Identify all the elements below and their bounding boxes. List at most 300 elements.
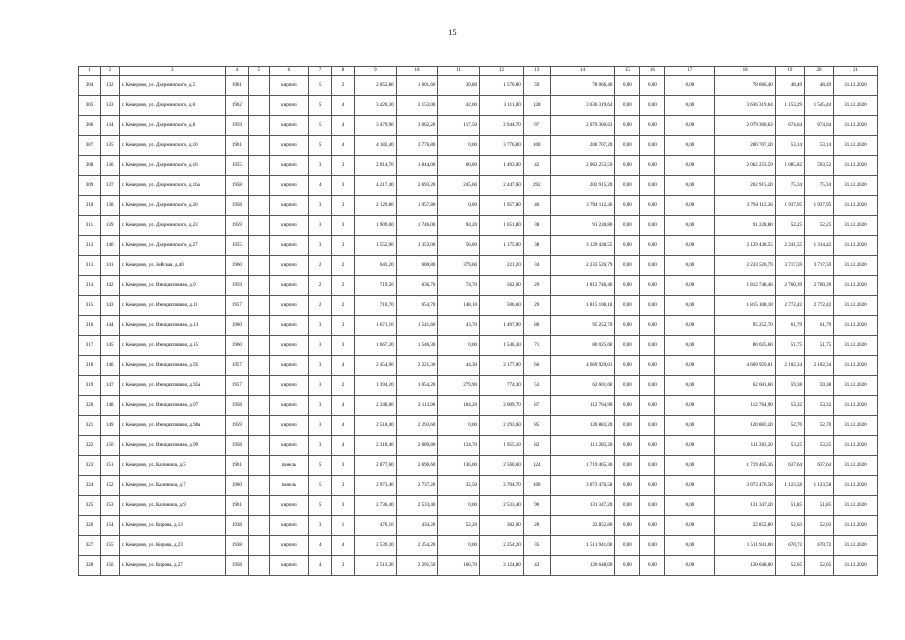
table-cell (248, 176, 269, 196)
table-row (79, 196, 878, 216)
table-cell: 5 (309, 456, 332, 476)
table-cell: 136 (100, 156, 119, 176)
table-cell: 0,00 (615, 256, 640, 276)
table-cell: 1 394,20 (355, 376, 397, 396)
table-cell: 31.12.2020 (834, 336, 878, 356)
table-cell: 202 915,20 (550, 176, 615, 196)
table-cell: 31.12.2020 (834, 156, 878, 176)
table-cell: 3 (332, 456, 355, 476)
table-cell: 1 493,00 (479, 156, 523, 176)
table-cell: 136,00 (438, 456, 480, 476)
table-cell: 149 (100, 416, 119, 436)
table-cell: 4 669 929,01 (550, 356, 615, 376)
table-cell: 31.12.2020 (834, 256, 878, 276)
table-cell (248, 156, 269, 176)
table-cell: 2 944,70 (479, 116, 523, 136)
table-cell: 30,80 (438, 76, 480, 96)
table-cell: 31.12.2020 (834, 516, 878, 536)
table-cell: 2 560,60 (479, 456, 523, 476)
table-cell: 141 (100, 256, 119, 276)
table-cell: 1957 (225, 376, 248, 396)
table-cell: 144 (100, 316, 119, 336)
table-cell: 1 085,82 (775, 156, 804, 176)
column-header: 20 (804, 67, 833, 76)
table-cell: г. Кемерово, ул. Инициативная, д.98а (119, 416, 225, 436)
table-cell: 0,00 (640, 396, 665, 416)
table-cell: 3 (332, 156, 355, 176)
table-cell: 85 (523, 416, 550, 436)
table-cell: 1 570,80 (479, 76, 523, 96)
table-cell: 319 (79, 376, 101, 396)
table-cell: 0,00 (640, 376, 665, 396)
table-cell: 1 123,58 (804, 476, 833, 496)
table-cell: 643,20 (355, 256, 397, 276)
table-cell: 5 (309, 496, 332, 516)
table-cell: 75,34 (775, 176, 804, 196)
table-cell: 29 (523, 276, 550, 296)
table-cell: 1 719 465,36 (715, 456, 775, 476)
table-cell: 31.12.2020 (834, 436, 878, 456)
table-cell: 2 (332, 296, 355, 316)
table-cell: 0,00 (615, 316, 640, 336)
table-cell: 2 696,60 (396, 456, 438, 476)
table-cell: 0,00 (438, 136, 480, 156)
table-cell (248, 456, 269, 476)
table-cell: 59,38 (775, 376, 804, 396)
table-cell: 59,38 (804, 376, 833, 396)
table-cell: 60,00 (438, 156, 480, 176)
table-cell: 31.12.2020 (834, 296, 878, 316)
table-row (79, 336, 878, 356)
table-cell: 3 (309, 376, 332, 396)
table-cell: 0,00 (665, 356, 715, 376)
table-cell: 3 776,80 (479, 136, 523, 156)
table-cell: 31.12.2020 (834, 496, 878, 516)
table-cell: кирпич (269, 216, 309, 236)
column-header: 4 (225, 67, 248, 76)
table-cell: 306 (79, 116, 101, 136)
table-cell: 1961 (225, 496, 248, 516)
table-cell: 2 539,30 (355, 536, 397, 556)
table-cell: 0,00 (615, 136, 640, 156)
table-cell: 134 (100, 116, 119, 136)
table-cell (248, 496, 269, 516)
table-cell: кирпич (269, 116, 309, 136)
table-cell: 3 (309, 196, 332, 216)
table-cell: 31.12.2020 (834, 536, 878, 556)
table-cell: 4 (332, 436, 355, 456)
table-cell: панель (269, 456, 309, 476)
table-cell: 0,00 (615, 116, 640, 136)
table-cell: 52,20 (438, 516, 480, 536)
table-cell: кирпич (269, 196, 309, 216)
table-cell: 670,72 (804, 536, 833, 556)
table-cell (248, 116, 269, 136)
table-cell: 145 (100, 336, 119, 356)
table-cell: 3 (332, 476, 355, 496)
table-cell: 1 746,00 (396, 216, 438, 236)
table-cell: 245,60 (438, 176, 480, 196)
table-cell: 4 (332, 396, 355, 416)
table-cell: 320 (79, 396, 101, 416)
table-cell: 1 353,00 (396, 236, 438, 256)
table-cell: 2 533,40 (396, 496, 438, 516)
table-cell: 2 772,42 (804, 296, 833, 316)
table-cell (248, 136, 269, 156)
table-cell: 0,00 (438, 416, 480, 436)
table-cell: 2 113,90 (396, 396, 438, 416)
table-cell: 22 852,80 (715, 516, 775, 536)
table-cell: 2 704,70 (479, 476, 523, 496)
table-cell: 0,00 (615, 196, 640, 216)
column-header: 8 (332, 67, 355, 76)
table-cell: 318 (79, 356, 101, 376)
table-cell: 97 (523, 116, 550, 136)
table-cell: 148 (100, 396, 119, 416)
page-number: 15 (448, 28, 457, 37)
table-cell: 304 (79, 76, 101, 96)
table-cell: кирпич (269, 276, 309, 296)
table-cell: 1957 (225, 296, 248, 316)
table-cell: 53,14 (804, 136, 833, 156)
table-cell: 0,00 (615, 416, 640, 436)
table-cell: 323 (79, 456, 101, 476)
table-cell: 1 667,20 (355, 336, 397, 356)
table-cell: 132 (100, 76, 119, 96)
table-cell: 674,64 (775, 116, 804, 136)
table-cell: 3 636 319,64 (550, 96, 615, 116)
table-cell: г. Кемерово, ул. Дзержинского, д.20 (119, 196, 225, 216)
table-cell: 51,85 (775, 496, 804, 516)
table-cell: кирпич (269, 356, 309, 376)
table-cell: 117,50 (438, 116, 480, 136)
table-cell: 719,50 (355, 276, 397, 296)
table-row (79, 216, 878, 236)
table-cell: 2 (309, 296, 332, 316)
table-cell: 5 (309, 136, 332, 156)
table-cell: 1961 (225, 456, 248, 476)
table-cell: 38 (523, 236, 550, 256)
table-cell: 29 (523, 296, 550, 316)
table-cell: г. Кемерово, ул. Дзержинского, д.16а (119, 176, 225, 196)
table-cell: 78 066,40 (715, 76, 775, 96)
table-cell: г. Кемерово, ул. Дзержинского, д.23 (119, 216, 225, 236)
table-cell: г. Кемерово, ул. Инициативная, д.97 (119, 396, 225, 416)
table-cell: 1959 (225, 276, 248, 296)
column-header: 19 (775, 67, 804, 76)
table-cell: кирпич (269, 536, 309, 556)
table-cell: 1 909,60 (355, 216, 397, 236)
table-cell: 51,75 (775, 336, 804, 356)
table-cell: 31.12.2020 (834, 236, 878, 256)
table-cell: 120 648,00 (715, 556, 775, 576)
table-cell: 2 (309, 276, 332, 296)
table-row (79, 236, 878, 256)
table-cell: 0,00 (640, 96, 665, 116)
table-cell: 91 228,80 (550, 216, 615, 236)
table-cell: 3 (309, 236, 332, 256)
table-cell: 62 601,60 (715, 376, 775, 396)
table-cell: 61,79 (804, 316, 833, 336)
table-cell: кирпич (269, 96, 309, 116)
table-cell: 636,70 (396, 276, 438, 296)
table-cell: 0,00 (665, 176, 715, 196)
table-cell: 2 760,39 (804, 276, 833, 296)
table-cell: 3 (332, 196, 355, 216)
table-cell: 52,70 (775, 416, 804, 436)
table-cell: 279,90 (438, 376, 480, 396)
table-cell: 3 794 112,36 (550, 196, 615, 216)
table-cell: 2 760,39 (775, 276, 804, 296)
table-cell: 1 314,42 (804, 236, 833, 256)
table-cell: 476,10 (355, 516, 397, 536)
table-cell: 74,70 (438, 276, 480, 296)
table-cell: 3 (332, 236, 355, 256)
table-cell (248, 296, 269, 316)
table-cell: 4 217,40 (355, 176, 397, 196)
table-cell: кирпич (269, 296, 309, 316)
table-cell: кирпич (269, 156, 309, 176)
table-cell: 42,00 (438, 96, 480, 116)
table-cell: 52,63 (775, 516, 804, 536)
table-cell: кирпич (269, 516, 309, 536)
table-cell: 1 497,90 (479, 316, 523, 336)
table-cell (248, 196, 269, 216)
table-cell: 0,00 (665, 216, 715, 236)
table-cell: 3 (332, 176, 355, 196)
table-cell: 2 (332, 276, 355, 296)
table-cell: 53,14 (775, 136, 804, 156)
table-cell: 2 693,20 (396, 176, 438, 196)
table-cell: 0,00 (615, 276, 640, 296)
table-cell: 120 883,20 (550, 416, 615, 436)
header-row (79, 67, 878, 76)
table-cell: 3 (309, 356, 332, 376)
table-cell: 135 (100, 136, 119, 156)
table-cell: 52,70 (804, 416, 833, 436)
table-cell: 100 (523, 136, 550, 156)
table-cell: 2 009,70 (479, 396, 523, 416)
table-cell: 147 (100, 376, 119, 396)
column-header: 3 (119, 67, 225, 76)
table-cell: 52,63 (804, 516, 833, 536)
table-cell: 52,25 (804, 216, 833, 236)
table-cell: г. Кемерово, ул. Инициативная, д.9 (119, 276, 225, 296)
table-cell: 0,00 (665, 376, 715, 396)
table-cell: 0,00 (665, 236, 715, 256)
table-cell: 1958 (225, 176, 248, 196)
table-cell: 48,49 (804, 76, 833, 96)
table-cell: 146 (100, 356, 119, 376)
table-cell: 311 (79, 216, 101, 236)
table-cell: 312 (79, 236, 101, 256)
table-cell: 5 (309, 116, 332, 136)
table-cell: 2 318,40 (355, 436, 397, 456)
table-cell: 0,00 (438, 496, 480, 516)
table-cell: 1938 (225, 516, 248, 536)
table-cell: 3 (309, 396, 332, 416)
table-cell: 1 (332, 516, 355, 536)
table-cell: 61,79 (775, 316, 804, 336)
table-cell (248, 256, 269, 276)
table-cell: 0,00 (438, 196, 480, 216)
table-cell: 0,00 (640, 336, 665, 356)
table-cell: 1 671,10 (355, 316, 397, 336)
table-cell: 2 062 253,59 (550, 156, 615, 176)
table-cell: 31.12.2020 (834, 276, 878, 296)
table-cell: 2 102,34 (775, 356, 804, 376)
table-cell: 0,00 (640, 416, 665, 436)
table-cell: 140 (100, 236, 119, 256)
table-cell: 0,00 (438, 536, 480, 556)
table-cell: 3 153,00 (396, 96, 438, 116)
table-cell: 0,00 (665, 116, 715, 136)
table-cell: 221,20 (479, 256, 523, 276)
table-cell: 2 454,90 (355, 356, 397, 376)
table-cell: 0,00 (615, 336, 640, 356)
table-cell: 1 546,30 (479, 336, 523, 356)
table-cell: 1 054,20 (396, 376, 438, 396)
table-row (79, 96, 878, 116)
table-cell: 1 541,60 (396, 316, 438, 336)
table-cell (248, 556, 269, 576)
table-cell: 1938 (225, 536, 248, 556)
table-cell: 31.12.2020 (834, 216, 878, 236)
table-cell: 710,70 (355, 296, 397, 316)
table-cell: 1 955,10 (479, 436, 523, 456)
table-cell: 379,60 (438, 256, 480, 276)
table-cell: г. Кемерово, ул. Инициативная, д.13 (119, 316, 225, 336)
table-cell: 53,25 (804, 436, 833, 456)
table-cell: 31.12.2020 (834, 96, 878, 116)
table-cell: 111 283,20 (550, 436, 615, 456)
table-cell: 1959 (225, 216, 248, 236)
table-cell: 4 182,40 (355, 136, 397, 156)
table-row (79, 136, 878, 156)
table-cell: 2 447,60 (479, 176, 523, 196)
table-cell: 1 937,95 (804, 196, 833, 216)
table-cell: 0,00 (665, 276, 715, 296)
table-row (79, 476, 878, 496)
table-cell: 153 (100, 496, 119, 516)
table-cell: 2 014,70 (355, 156, 397, 176)
table-cell: 0,00 (640, 116, 665, 136)
table-cell: 100 (523, 476, 550, 496)
table-row (79, 256, 878, 276)
table-cell: 1 937,95 (775, 196, 804, 216)
table-cell: 2 293,60 (479, 416, 523, 436)
table-cell: 34 (523, 256, 550, 276)
table-cell: 56,00 (438, 236, 480, 256)
table-cell: 2 254,20 (396, 536, 438, 556)
table-cell: 155 (100, 536, 119, 556)
table-cell: 2 293,60 (396, 416, 438, 436)
table-cell: 2 052,80 (355, 76, 397, 96)
table-cell: 31.12.2020 (834, 316, 878, 336)
table-cell: 3 (332, 556, 355, 576)
column-header: 2 (100, 67, 119, 76)
table-cell: 143 (100, 296, 119, 316)
column-header: 10 (396, 67, 438, 76)
table-cell: кирпич (269, 136, 309, 156)
table-cell: 95 252,70 (715, 316, 775, 336)
table-cell: 1958 (225, 396, 248, 416)
table-cell: 0,00 (615, 436, 640, 456)
table-cell: г. Кемерово, ул. Инициативная, д.95а (119, 376, 225, 396)
table-cell: 3 776,80 (396, 136, 438, 156)
table-cell: 0,00 (640, 556, 665, 576)
table-cell: 3 073 476,58 (550, 476, 615, 496)
table-cell: 138 (100, 196, 119, 216)
table-cell: 46 (523, 196, 550, 216)
table-cell: 20 (523, 516, 550, 536)
table-cell: 2 (309, 256, 332, 276)
table-cell: 1961 (225, 136, 248, 156)
table-cell (248, 516, 269, 536)
table-cell: 0,00 (615, 396, 640, 416)
table-cell: 131 347,20 (715, 496, 775, 516)
table-cell: кирпич (269, 396, 309, 416)
table-cell: кирпич (269, 336, 309, 356)
table-cell: 3 717,59 (804, 256, 833, 276)
table-cell: 31.12.2020 (834, 196, 878, 216)
table-cell: 128 (523, 96, 550, 116)
table-row (79, 356, 878, 376)
table-cell: 637,64 (775, 456, 804, 476)
table-row (79, 516, 878, 536)
table-cell: 94,20 (438, 216, 480, 236)
table-cell: г. Кемерово, ул. Дзержинского, д.16 (119, 156, 225, 176)
table-cell: 317 (79, 336, 101, 356)
table-cell: 75,34 (804, 176, 833, 196)
housing-register-table (78, 66, 878, 576)
column-header: 5 (248, 67, 269, 76)
table-cell: 59 (523, 76, 550, 96)
table-cell: 315 (79, 296, 101, 316)
table-cell: 0,00 (665, 476, 715, 496)
table-cell: 2 129,80 (355, 196, 397, 216)
table-cell: 2 513,30 (355, 556, 397, 576)
table-row (79, 436, 878, 456)
table-cell: 0,00 (665, 196, 715, 216)
table-cell: 328 (79, 556, 101, 576)
table-cell: 80 (523, 316, 550, 336)
table-cell: 31.12.2020 (834, 136, 878, 156)
table-cell: 0,00 (615, 476, 640, 496)
table-cell: 3 (309, 316, 332, 336)
table-row (79, 76, 878, 96)
table-cell: 112 764,90 (715, 396, 775, 416)
table-cell: 0,00 (615, 76, 640, 96)
table-cell: 200 707,20 (550, 136, 615, 156)
table-cell: 506,60 (479, 296, 523, 316)
table-cell (248, 96, 269, 116)
table-cell: 31.12.2020 (834, 356, 878, 376)
table-cell: 0,00 (615, 156, 640, 176)
table-cell: 31.12.2020 (834, 376, 878, 396)
table-cell: 1 546,30 (396, 336, 438, 356)
table-cell: 2 124,80 (479, 556, 523, 576)
column-header: 18 (715, 67, 775, 76)
table-cell: 1 815 108,18 (715, 296, 775, 316)
table-cell: 0,00 (640, 76, 665, 96)
table-cell: 3 062,20 (396, 116, 438, 136)
table-row (79, 276, 878, 296)
table-cell: 600,80 (396, 256, 438, 276)
table-cell: 0,00 (665, 496, 715, 516)
table-cell: 5 (309, 96, 332, 116)
table-cell: 0,00 (615, 496, 640, 516)
